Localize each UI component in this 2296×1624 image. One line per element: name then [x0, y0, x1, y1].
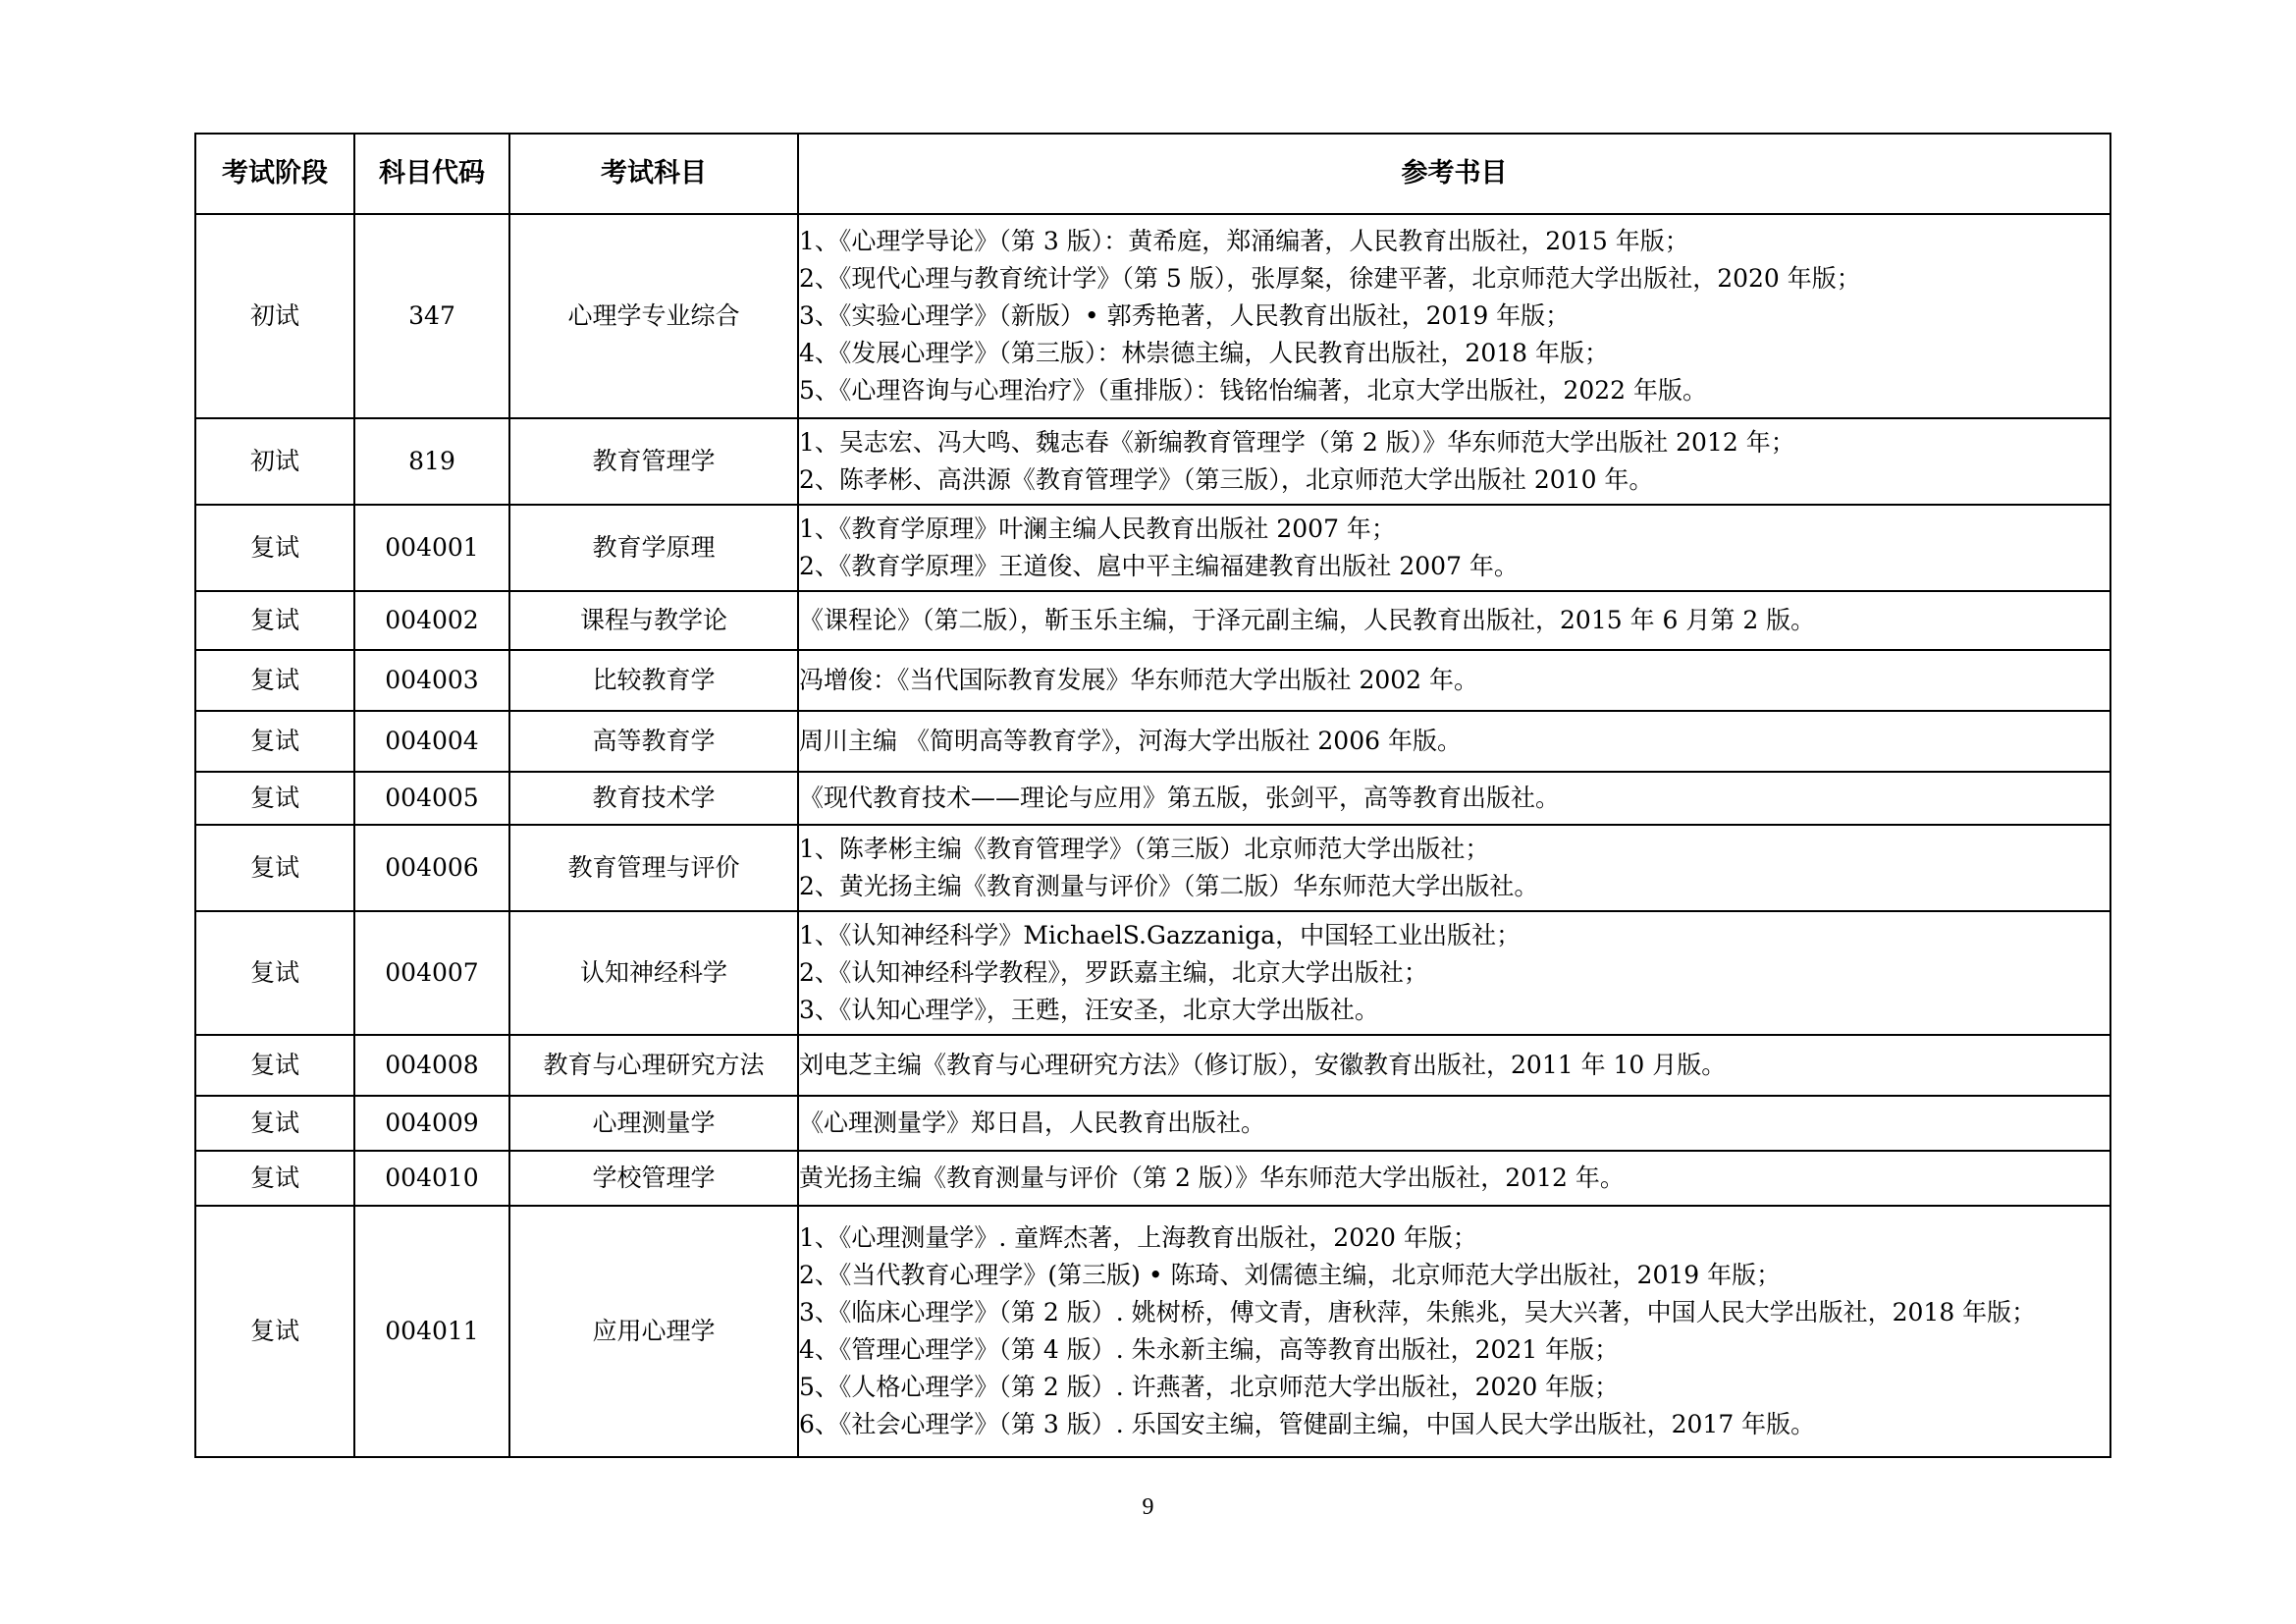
- reference-book-entry: 2、《当代教育心理学》(第三版) • 陈琦、刘儒德主编，北京师范大学出版社，2019 年版；: [799, 1261, 1782, 1289]
- cell-exam-stage: 复试: [195, 505, 354, 591]
- header-reference-books: 参考书目: [798, 134, 2110, 214]
- cell-exam-subject: 心理测量学: [509, 1096, 798, 1151]
- reference-book-entry: 2、黄光扬主编《教育测量与评价》（第二版）华东师范大学出版社。: [799, 872, 1539, 900]
- cell-exam-subject: 认知神经科学: [509, 911, 798, 1035]
- cell-subject-code: 004006: [354, 825, 509, 911]
- cell-reference-books: [798, 650, 2110, 711]
- cell-exam-stage: 复试: [195, 825, 354, 911]
- table-row: [195, 214, 2110, 418]
- cell-exam-subject: 教育与心理研究方法: [509, 1035, 798, 1096]
- reference-book-entry: 3、《临床心理学》（第 2 版）. 姚树桥，傅文青，唐秋萍，朱熊兆，吴大兴著，中国人民大学出版社，2018 年版；: [799, 1298, 2037, 1326]
- reference-book-entry: 2、《认知神经科学教程》，罗跃嘉主编，北京大学出版社；: [799, 958, 1428, 987]
- cell-exam-stage: 复试: [195, 1096, 354, 1151]
- cell-subject-code: 004002: [354, 591, 509, 650]
- reference-book-entry: 6、《社会心理学》（第 3 版）. 乐国安主编，管健副主编，中国人民大学出版社，2017 年版。: [799, 1410, 1816, 1438]
- cell-reference-books: [798, 825, 2110, 911]
- table-row: [195, 1096, 2110, 1151]
- reference-books-table: [194, 133, 2111, 1458]
- table-row: [195, 505, 2110, 591]
- reference-book-entry: 2、陈孝彬、高洪源《教育管理学》（第三版），北京师范大学出版社 2010 年。: [799, 465, 1654, 494]
- cell-exam-stage: 复试: [195, 911, 354, 1035]
- table-header-row: [195, 134, 2110, 214]
- cell-exam-stage: 初试: [195, 418, 354, 505]
- cell-reference-books: [798, 591, 2110, 650]
- reference-book-entry: 冯增俊：《当代国际教育发展》华东师范大学出版社 2002 年。: [799, 666, 1479, 694]
- reference-book-entry: 4、《管理心理学》（第 4 版）. 朱永新主编，高等教育出版社，2021 年版；: [799, 1335, 1620, 1364]
- reference-book-entry: 5、《心理咨询与心理治疗》（重排版）：钱铭怡编著，北京大学出版社，2022 年版。: [799, 376, 1707, 405]
- reference-book-entry: 《课程论》（第二版），靳玉乐主编，于泽元副主编，人民教育出版社，2015 年 6 月第 2 版。: [799, 606, 1816, 634]
- cell-reference-books: [798, 214, 2110, 418]
- table-row: [195, 1206, 2110, 1457]
- header-subject-code: 科目代码: [354, 134, 509, 214]
- cell-subject-code: 004004: [354, 711, 509, 772]
- cell-reference-books: [798, 711, 2110, 772]
- cell-reference-books: [798, 772, 2110, 825]
- cell-subject-code: 819: [354, 418, 509, 505]
- reference-book-entry: 3、《认知心理学》，王甦，汪安圣，北京大学出版社。: [799, 996, 1379, 1024]
- reference-book-entry: 3、《实验心理学》（新版）• 郭秀艳著，人民教育出版社，2019 年版；: [799, 301, 1571, 330]
- cell-exam-stage: 复试: [195, 591, 354, 650]
- cell-reference-books: [798, 1035, 2110, 1096]
- header-exam-stage: 考试阶段: [195, 134, 354, 214]
- reference-book-entry: 1、吴志宏、冯大鸣、魏志春《新编教育管理学（第 2 版）》华东师范大学出版社 2012 年；: [799, 428, 1795, 457]
- reference-book-entry: 1、《教育学原理》叶澜主编人民教育出版社 2007 年；: [799, 514, 1396, 543]
- cell-reference-books: [798, 1206, 2110, 1457]
- reference-book-entry: 1、《心理学导论》（第 3 版）：黄希庭，郑涌编著，人民教育出版社，2015 年版；: [799, 227, 1689, 255]
- reference-book-entry: 《心理测量学》郑日昌，人民教育出版社。: [799, 1109, 1266, 1137]
- cell-exam-subject: 教育学原理: [509, 505, 798, 591]
- reference-book-entry: 1、《心理测量学》. 童辉杰著，上海教育出版社，2020 年版；: [799, 1223, 1477, 1252]
- reference-book-entry: 刘电芝主编《教育与心理研究方法》（修订版），安徽教育出版社，2011 年 10 月版。: [799, 1051, 1727, 1079]
- table-row: [195, 711, 2110, 772]
- cell-subject-code: 347: [354, 214, 509, 418]
- cell-exam-subject: 比较教育学: [509, 650, 798, 711]
- cell-exam-subject: 应用心理学: [509, 1206, 798, 1457]
- cell-exam-subject: 教育管理与评价: [509, 825, 798, 911]
- cell-exam-subject: 学校管理学: [509, 1151, 798, 1206]
- cell-reference-books: [798, 418, 2110, 505]
- table-row: [195, 650, 2110, 711]
- cell-exam-stage: 复试: [195, 772, 354, 825]
- cell-exam-stage: 复试: [195, 650, 354, 711]
- cell-exam-subject: 教育技术学: [509, 772, 798, 825]
- cell-exam-subject: 心理学专业综合: [509, 214, 798, 418]
- header-exam-subject: 考试科目: [509, 134, 798, 214]
- cell-exam-stage: 复试: [195, 1035, 354, 1096]
- cell-exam-stage: 初试: [195, 214, 354, 418]
- table-row: [195, 825, 2110, 911]
- cell-reference-books: [798, 911, 2110, 1035]
- table-row: [195, 1151, 2110, 1206]
- page-number: 9: [1142, 1494, 1154, 1520]
- cell-exam-subject: 课程与教学论: [509, 591, 798, 650]
- reference-book-entry: 周川主编 《简明高等教育学》，河海大学出版社 2006 年版。: [799, 727, 1462, 755]
- cell-exam-subject: 高等教育学: [509, 711, 798, 772]
- cell-reference-books: [798, 1151, 2110, 1206]
- reference-book-entry: 黄光扬主编《教育测量与评价（第 2 版）》华东师范大学出版社，2012 年。: [799, 1164, 1625, 1192]
- table-row: [195, 911, 2110, 1035]
- cell-exam-stage: 复试: [195, 1206, 354, 1457]
- cell-subject-code: 004010: [354, 1151, 509, 1206]
- table-body: [195, 214, 2110, 1457]
- reference-book-entry: 《现代教育技术——理论与应用》第五版，张剑平，高等教育出版社。: [799, 784, 1561, 812]
- cell-subject-code: 004011: [354, 1206, 509, 1457]
- cell-subject-code: 004005: [354, 772, 509, 825]
- cell-subject-code: 004001: [354, 505, 509, 591]
- cell-subject-code: 004003: [354, 650, 509, 711]
- cell-exam-stage: 复试: [195, 1151, 354, 1206]
- cell-reference-books: [798, 1096, 2110, 1151]
- table-row: [195, 1035, 2110, 1096]
- table-row: [195, 591, 2110, 650]
- cell-exam-stage: 复试: [195, 711, 354, 772]
- cell-subject-code: 004009: [354, 1096, 509, 1151]
- reference-book-entry: 4、《发展心理学》（第三版）：林崇德主编，人民教育出版社，2018 年版；: [799, 339, 1609, 367]
- reference-book-entry: 1、陈孝彬主编《教育管理学》（第三版）北京师范大学出版社；: [799, 835, 1490, 863]
- cell-exam-subject: 教育管理学: [509, 418, 798, 505]
- cell-subject-code: 004008: [354, 1035, 509, 1096]
- table-row: [195, 772, 2110, 825]
- reference-book-entry: 2、《现代心理与教育统计学》（第 5 版），张厚粲，徐建平著，北京师范大学出版社，2020 年版；: [799, 264, 1861, 293]
- reference-book-entry: 5、《人格心理学》（第 2 版）. 许燕著，北京师范大学出版社，2020 年版；: [799, 1373, 1620, 1401]
- table-row: [195, 418, 2110, 505]
- reference-book-entry: 1、《认知神经科学》MichaelS.Gazzaniga，中国轻工业出版社；: [799, 921, 1522, 949]
- cell-subject-code: 004007: [354, 911, 509, 1035]
- cell-reference-books: [798, 505, 2110, 591]
- reference-book-entry: 2、《教育学原理》王道俊、扈中平主编福建教育出版社 2007 年。: [799, 552, 1519, 580]
